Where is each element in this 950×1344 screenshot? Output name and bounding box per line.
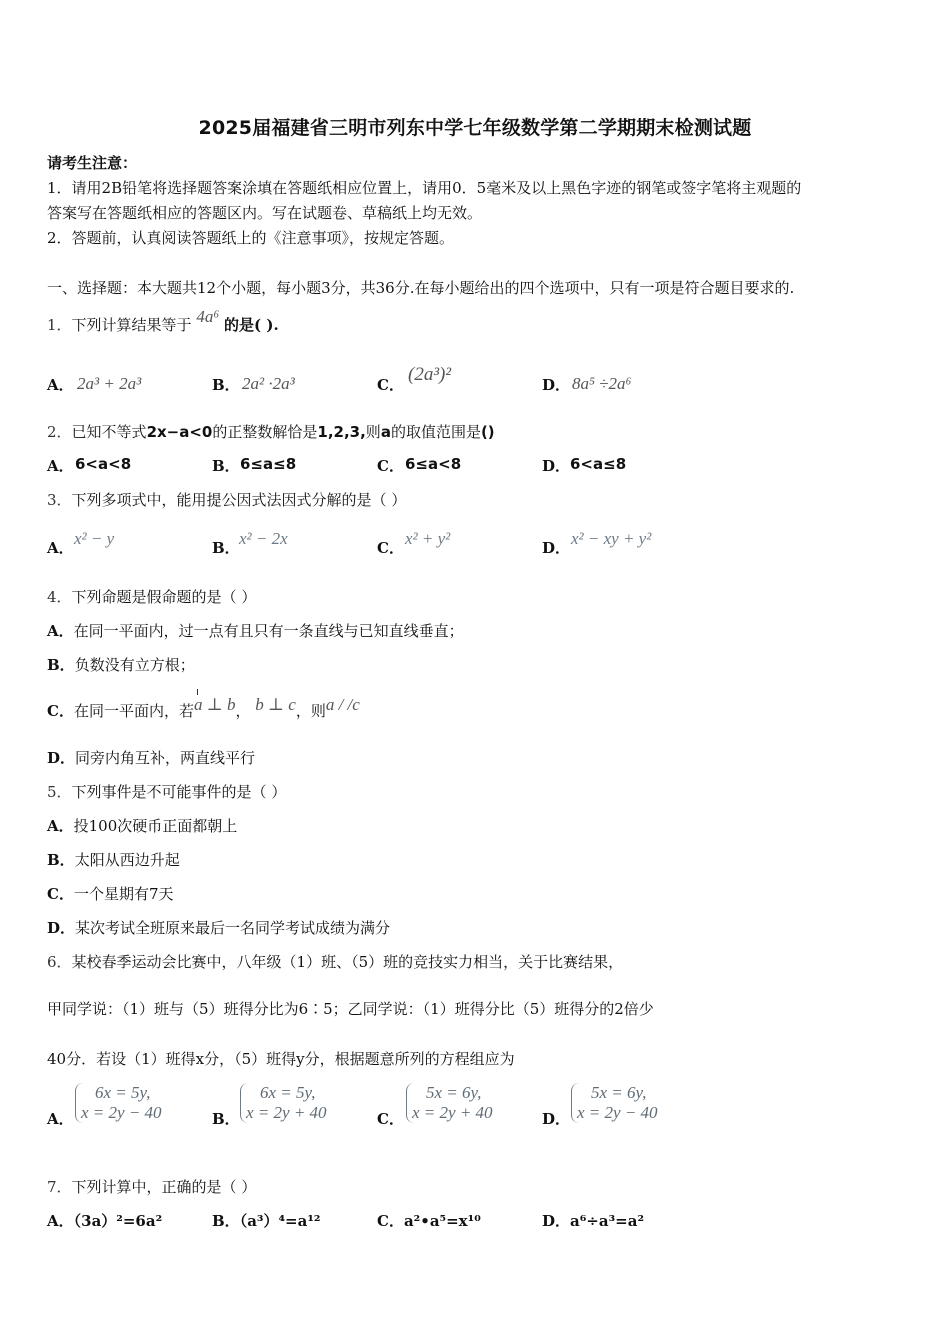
q6-stem-3: 40分．若设（1）班得x分，（5）班得y分，根据题意所列的方程组应为 [47, 1050, 515, 1068]
q4-option-b-label: B． [47, 656, 75, 674]
question-2 [47, 421, 495, 442]
q1-option-b: 2a² ·2a³ [242, 374, 295, 393]
section-heading: 一、选择题：本大题共12个小题，每小题3分，共36分.在每小题给出的四个选项中，只有一项是符合题目要求的. [47, 279, 795, 297]
q2-option-c-label: C． [377, 457, 404, 475]
q6-option-c-label: C． [377, 1110, 404, 1128]
q1-option-d-label: D． [542, 376, 571, 394]
q6-option-d [571, 1083, 658, 1123]
q4-math-2: b ⊥ c [255, 695, 296, 714]
q5-option-a-label: A． [47, 817, 74, 835]
q7-option-c [377, 1210, 481, 1231]
q5-option-b-text: 太阳从西边升起 [74, 851, 180, 869]
q5-option-c-text: 一个星期有7天 [73, 885, 174, 903]
q3-option-a: x² − y [74, 529, 115, 548]
q6-option-a-label: A． [47, 1110, 74, 1128]
q3-option-d: x² − xy + y² [571, 529, 652, 548]
q7-stem: 下列计算中，正确的是（ ） [71, 1178, 257, 1196]
q5-option-b-label: B． [47, 851, 75, 869]
notice-line-1a: 1．请用2B铅笔将选择题答案涂填在答题纸相应位置上，请用0．5毫米及以上黑色字迹的钢笔或签字笔将主观题的 [47, 179, 802, 197]
q2-stem-a: 已知不等式 [71, 423, 147, 441]
q4-sep-2: ，则 [295, 702, 326, 720]
q7-option-b-label: B． [212, 1212, 240, 1230]
q3-stem: 下列多项式中，能用提公因式法因式分解的是（ ） [71, 491, 407, 509]
q6-option-c [406, 1083, 493, 1123]
q6-a-eq-1: 6x = 5y, [95, 1083, 151, 1102]
q7-option-a-text: （3a）²=6a² [73, 1212, 163, 1230]
q6-option-b [240, 1083, 327, 1123]
q4-option-d-label: D． [47, 749, 76, 767]
q5-option-c [47, 883, 174, 904]
q3-option-b: x² − 2x [239, 529, 288, 548]
q4-sep-1: ， [235, 702, 251, 720]
q2-stem-d: 的取值范围是 [390, 423, 481, 441]
q7-number: 7． [47, 1178, 72, 1196]
q2-option-a: 6<a<8 [75, 455, 132, 473]
q2-option-d-label: D． [542, 457, 571, 475]
q2-variable: a [380, 423, 391, 441]
q4-stem: 下列命题是假命题的是（ ） [71, 588, 257, 606]
q6-option-b-label: B． [212, 1110, 240, 1128]
q5-option-a-text: 投100次硬币正面都朝上 [73, 817, 238, 835]
q4-option-d-text: 同旁内角互补，两直线平行 [75, 749, 256, 767]
q2-paren: () [480, 423, 495, 441]
q6-stem-2: 甲同学说：（1）班与（5）班得分比为6∶5；乙同学说：（1）班得分比（5）班得分的2倍少 [47, 1000, 654, 1018]
q1-option-c-label: C． [377, 376, 404, 394]
q3-option-c-label: C． [377, 539, 404, 557]
q4-option-b [47, 654, 195, 675]
q2-stem-c: 则 [365, 423, 381, 441]
question-6 [47, 951, 623, 972]
q7-option-c-label: C． [377, 1212, 404, 1230]
q2-inequality: 2x−a<0 [146, 423, 213, 441]
q4-number: 4． [47, 588, 72, 606]
q1-option-c: (2a³)² [408, 364, 452, 385]
q4-math-3: a / /c [325, 695, 360, 714]
q4-option-c [47, 695, 360, 721]
q7-option-b [212, 1210, 320, 1231]
q3-option-a-label: A． [47, 539, 74, 557]
question-7 [47, 1176, 256, 1197]
q5-option-d-label: D． [47, 919, 76, 937]
q4-option-c-label: C． [47, 702, 74, 720]
q1-stem-b: 的是( ). [224, 316, 279, 334]
notice-line-1b: 答案写在答题纸相应的答题区内。写在试题卷、草稿纸上均无效。 [47, 204, 483, 222]
q7-option-a [47, 1210, 162, 1231]
q4-math-1: a ⊥ b [193, 695, 236, 714]
q4-option-d [47, 747, 255, 768]
notice-heading: 请考生注意： [47, 154, 138, 172]
q7-option-c-text: a²•a⁵=x¹⁰ [403, 1212, 481, 1230]
q7-option-d-label: D． [542, 1212, 571, 1230]
q5-stem: 下列事件是不可能事件的是（ ） [71, 783, 287, 801]
q6-option-d-label: D． [542, 1110, 571, 1128]
q5-option-c-label: C． [47, 885, 74, 903]
question-1 [47, 307, 279, 335]
q4-option-a [47, 620, 464, 641]
q1-option-b-label: B． [212, 376, 240, 394]
q3-option-b-label: B． [212, 539, 240, 557]
q6-c-eq-1: 5x = 6y, [426, 1083, 482, 1102]
q3-option-d-label: D． [542, 539, 571, 557]
q1-option-a: 2a³ + 2a³ [77, 374, 142, 393]
q2-option-a-label: A． [47, 457, 74, 475]
q6-b-eq-2: x = 2y + 40 [246, 1103, 327, 1122]
q4-option-b-text: 负数没有立方根； [74, 656, 195, 674]
question-4 [47, 586, 256, 607]
q3-option-c: x² + y² [405, 529, 451, 548]
q6-d-eq-1: 5x = 6y, [591, 1083, 647, 1102]
q2-stem-b: 的正整数解恰是 [212, 423, 318, 441]
q6-d-eq-2: x = 2y − 40 [577, 1103, 658, 1122]
q6-stem-1: 某校春季运动会比赛中，八年级（1）班、（5）班的竞技实力相当，关于比赛结果， [71, 953, 624, 971]
q1-option-d: 8a⁵ ÷2a⁶ [572, 374, 632, 393]
q6-a-eq-2: x = 2y − 40 [81, 1103, 162, 1122]
q7-option-b-text: （a³）⁴=a¹² [239, 1212, 321, 1230]
q4-option-a-label: A． [47, 622, 74, 640]
q5-option-b [47, 849, 180, 870]
q6-c-eq-2: x = 2y + 40 [412, 1103, 493, 1122]
q1-number: 1． [47, 316, 72, 334]
notice-line-2: 2．答题前，认真阅读答题纸上的《注意事项》，按规定答题。 [47, 229, 455, 247]
q2-option-c: 6≤a<8 [405, 455, 462, 473]
q2-option-b: 6≤a≤8 [240, 455, 297, 473]
q5-option-d [47, 917, 390, 938]
q6-number: 6． [47, 953, 72, 971]
q7-option-a-label: A． [47, 1212, 74, 1230]
q3-number: 3． [47, 491, 72, 509]
q2-values: 1,2,3, [317, 423, 366, 441]
q4-option-c-text: 在同一平面内，若 [73, 702, 194, 720]
page-title: 2025届福建省三明市列东中学七年级数学第二学期期末检测试题 [198, 117, 752, 139]
q1-option-a-label: A． [47, 376, 74, 394]
q5-number: 5． [47, 783, 72, 801]
q7-option-d [542, 1210, 644, 1231]
q2-option-d: 6<a≤8 [570, 455, 627, 473]
q1-stem-a: 下列计算结果等于 [71, 316, 192, 334]
q6-option-a [75, 1083, 162, 1123]
question-5 [47, 781, 286, 802]
q7-option-d-text: a⁶÷a³=a² [570, 1212, 645, 1230]
q1-expr: 4a⁶ [196, 307, 220, 326]
q5-option-d-text: 某次考试全班原来最后一名同学考试成绩为满分 [75, 919, 391, 937]
q2-number: 2． [47, 423, 72, 441]
q6-b-eq-1: 6x = 5y, [260, 1083, 316, 1102]
q2-option-b-label: B． [212, 457, 240, 475]
q4-option-a-text: 在同一平面内，过一点有且只有一条直线与已知直线垂直； [73, 622, 464, 640]
q5-option-a [47, 815, 237, 836]
question-3 [47, 489, 406, 510]
